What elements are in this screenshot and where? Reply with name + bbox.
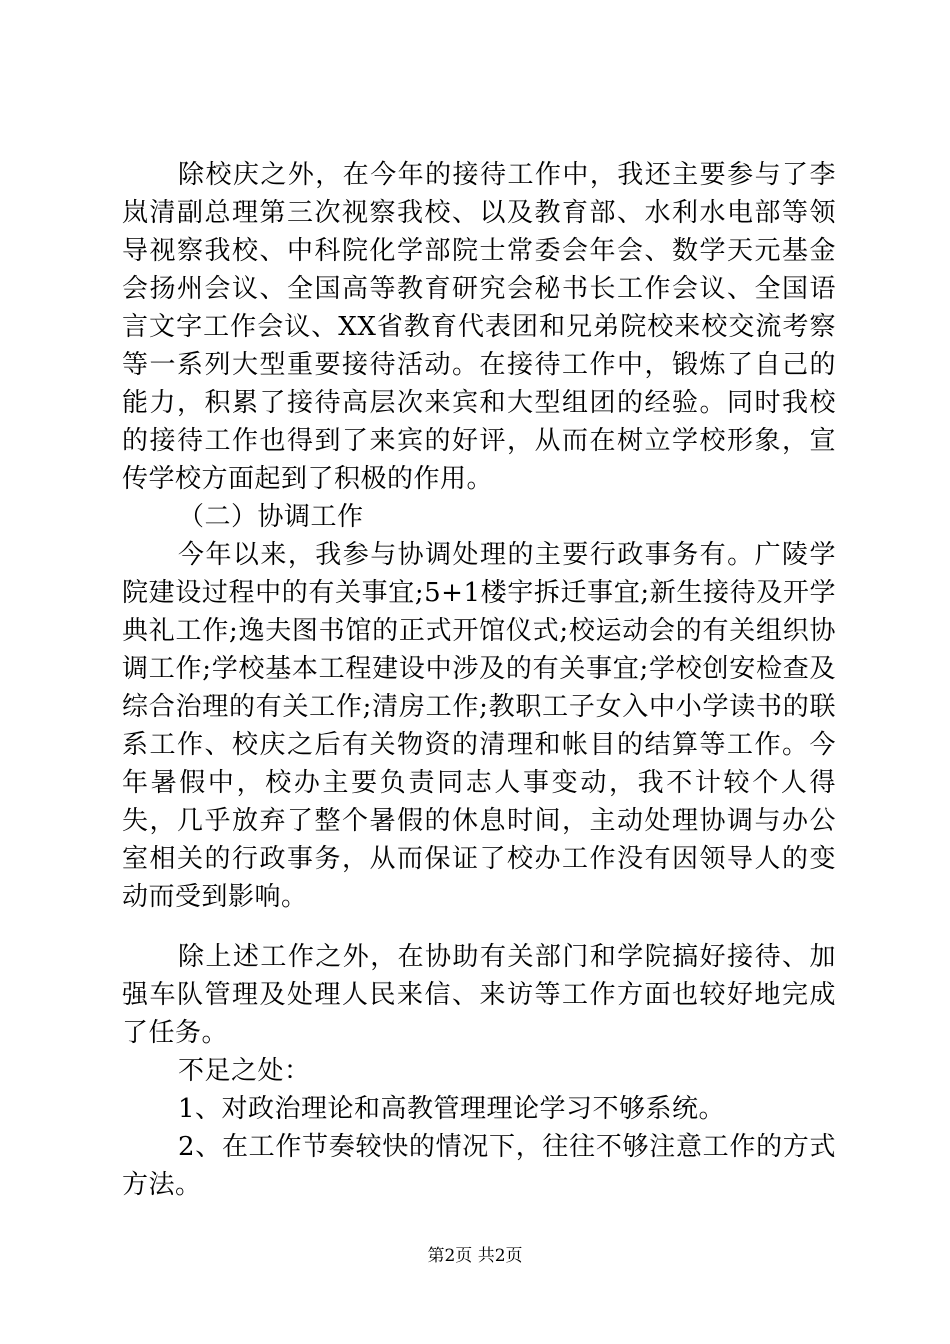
section-heading-coordination: （二）协调工作: [178, 502, 364, 532]
page-footer: 第2页 共2页: [427, 1246, 523, 1266]
paragraph-gap: [122, 916, 836, 938]
reception-paragraph: 除校庆之外，在今年的接待工作中，我还主要参与了李岚清副总理第三次视察我校、以及教育部、水利水电部等领导视察我校、中科院化学部院士常委会年会、数学天元基金会扬州会议、全国高等教育研究会秘书长工作会议、全国语言文字工作会议、XX省教育代表团和兄弟院校来校交流考察等一系列大型重要接待活动。在接待工作中，锻炼了自己的能力，积累了接待高层次来宾和大型组团的经验。同时我校的接待工作也得到了来宾的好评，从而在树立学校形象，宣传学校方面起到了积极的作用。: [122, 160, 836, 494]
document-body: [122, 156, 836, 1204]
shortcomings-heading: 不足之处：: [178, 1056, 311, 1086]
other-work-paragraph: 除上述工作之外，在协助有关部门和学院搞好接待、加强车队管理及处理人民来信、来访等工作方面也较好地完成了任务。: [122, 942, 836, 1048]
coordination-paragraph: 今年以来，我参与协调处理的主要行政事务有。广陵学院建设过程中的有关事宜;5+1楼宇拆迁事宜;新生接待及开学典礼工作;逸夫图书馆的正式开馆仪式;校运动会的有关组织协调工作;学校基本工程建设中涉及的有关事宜;学校创安检查及综合治理的有关工作;清房工作;教职工子女入中小学读书的联系工作、校庆之后有关物资的清理和帐目的结算等工作。今年暑假中，校办主要负责同志人事变动，我不计较个人得失，几乎放弃了整个暑假的休息时间，主动处理协调与办公室相关的行政事务，从而保证了校办工作没有因领导人的变动而受到影响。: [122, 540, 836, 912]
shortcoming-item-1: 1、对政治理论和高教管理理论学习不够系统。: [178, 1094, 726, 1124]
shortcoming-item-2: 2、在工作节奏较快的情况下，往往不够注意工作的方式方法。: [122, 1132, 836, 1200]
